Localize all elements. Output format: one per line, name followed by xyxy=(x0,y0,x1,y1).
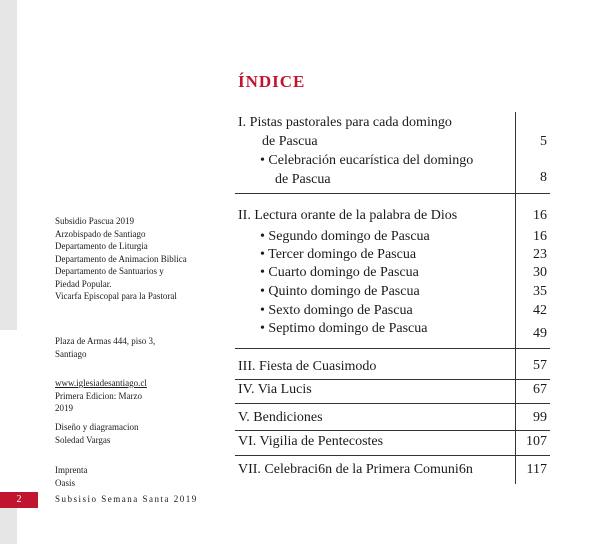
credit-line: Departamento de Santuarios y xyxy=(55,266,164,276)
credit-line: Arzobispado de Santiago xyxy=(55,228,146,239)
toc-entry-page: 42 xyxy=(533,303,547,318)
toc-entry-label: • Segundo domingo de Pascua xyxy=(260,229,430,244)
toc-entry-label: • Tercer domingo de Pascua xyxy=(260,247,417,262)
toc-column-divider xyxy=(515,112,516,484)
toc-entry-label: II. Lectura orante de la palabra de Dios xyxy=(238,208,458,223)
footer-text: Subsisio Semana Santa 2019 xyxy=(55,494,198,504)
toc-entry-label: • Celebración eucarística del domingo xyxy=(260,153,474,168)
toc-rule-5 xyxy=(235,430,550,431)
toc-entry-page: 67 xyxy=(533,382,547,397)
credit-line: Santiago xyxy=(55,348,87,359)
toc-entry-page: 35 xyxy=(533,284,547,299)
page-number-badge: 2 xyxy=(0,492,38,508)
toc-entry-page: 23 xyxy=(533,247,547,262)
credits-design xyxy=(55,421,138,446)
side-bar-gap xyxy=(0,330,17,492)
toc-rule-2 xyxy=(235,348,550,349)
toc-entry-page: 16 xyxy=(533,208,547,223)
toc-entry-page: 16 xyxy=(533,229,547,244)
toc-entry-page: 30 xyxy=(533,265,547,280)
toc-entry-label: VI. Vigilia de Pentecostes xyxy=(238,434,384,449)
toc-entry-page: 117 xyxy=(526,462,547,477)
credit-line: Imprenta xyxy=(55,465,88,475)
page-title: ÍNDICE xyxy=(238,72,306,91)
toc-entry-label: IV. Via Lucis xyxy=(238,382,312,397)
credit-line: Soledad Vargas xyxy=(55,434,111,445)
credit-line: Primera Edicion: Marzo xyxy=(55,390,142,401)
website-link[interactable]: www.iglesiadesantiago.cl xyxy=(55,378,147,388)
credit-line: Piedad Popular. xyxy=(55,278,112,289)
toc-entry-label: VII. Celebraci6n de la Primera Comuni6n xyxy=(238,462,473,477)
credit-line: 2019 xyxy=(55,403,73,413)
toc-rule-4 xyxy=(235,403,550,404)
toc-entry-page: 99 xyxy=(533,410,547,425)
toc-entry-label-continued: de Pascua xyxy=(275,172,331,187)
credits-edition xyxy=(55,377,147,415)
credit-line: Subsidio Pascua 2019 xyxy=(55,216,135,226)
credit-line: Departamento de Liturgia xyxy=(55,241,148,251)
toc-entry-label: I. Pistas pastorales para cada domingo xyxy=(238,115,452,130)
toc-rule-1 xyxy=(235,193,550,194)
toc-entry-label: • Sexto domingo de Pascua xyxy=(260,303,413,318)
toc-entry-page: 5 xyxy=(540,134,547,149)
toc-entry-label: • Quinto domingo de Pascua xyxy=(260,284,420,299)
credit-line: Departamento de Animacion Biblica xyxy=(55,253,187,264)
toc-rule-6 xyxy=(235,455,550,456)
toc-entry-label: • Cuarto domingo de Pascua xyxy=(260,265,419,280)
credit-line: Diseño y diagramacion xyxy=(55,422,139,432)
toc-entry-page: 8 xyxy=(540,170,547,185)
toc-entry-page: 107 xyxy=(526,434,547,449)
credit-line: Vicarfa Episcopal para la Pastoral xyxy=(55,291,177,301)
toc-entry-label: • Septimo domingo de Pascua xyxy=(260,321,428,336)
toc-entry-label-continued: de Pascua xyxy=(262,134,318,149)
credits-publisher xyxy=(55,215,187,303)
credit-line: Oasis xyxy=(55,477,75,488)
credits-address xyxy=(55,335,155,360)
toc-entry-page: 49 xyxy=(533,326,547,341)
toc-entry-label: V. Bendiciones xyxy=(238,410,323,425)
toc-entry-label: III. Fiesta de Cuasimodo xyxy=(238,359,377,374)
toc-rule-3 xyxy=(235,379,550,380)
toc-entry-page: 57 xyxy=(533,358,547,373)
credits-printer xyxy=(55,464,87,489)
credit-line: Plaza de Armas 444, piso 3, xyxy=(55,336,156,346)
